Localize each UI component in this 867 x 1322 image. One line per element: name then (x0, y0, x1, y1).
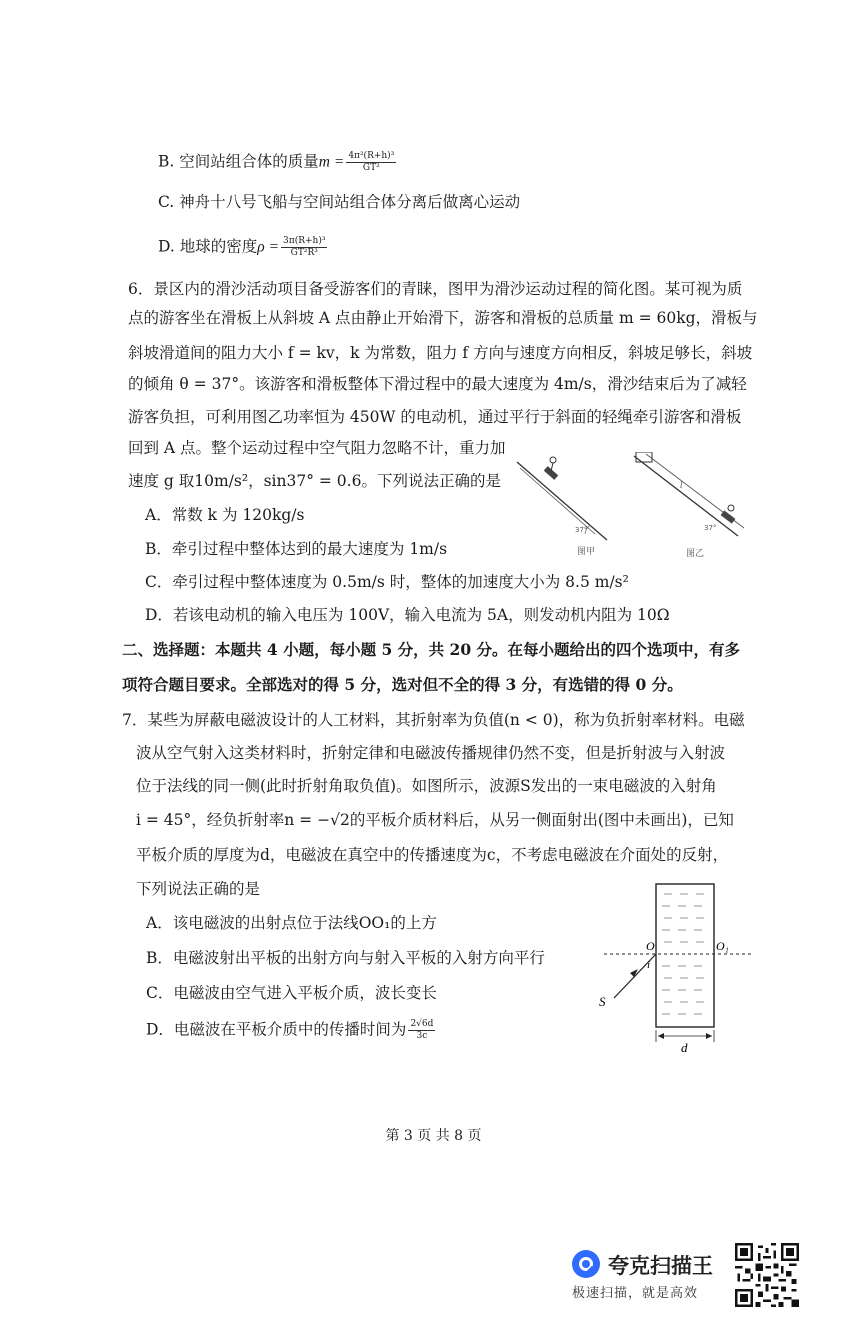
svg-text:i: i (647, 959, 651, 971)
svg-text:d: d (681, 1040, 688, 1055)
q7-figure (592, 880, 762, 1055)
tourist-head (550, 457, 556, 463)
q5-option-d: D. 地球的密度ρ = $\frac{\text{3π(R+h)³}}{\text{GT²R³}}$ (158, 236, 326, 258)
q7-stem-line: i = 45°，经负折射率n = −√2的平板介质材料后，从另一侧面射出(图中未画出)，已知 (136, 811, 734, 829)
svg-text:O: O (646, 939, 655, 953)
section2-heading: 项符合题目要求。全部选对的得 5 分，选对但不全的得 3 分，有选错的得 0 分。 (122, 675, 683, 694)
q6-figure-jia (515, 452, 620, 557)
q5-option-b: B. 空间站组合体的质量m = $\frac{\text{4π²(R+h)³}}{\text{GT²}}$ (158, 151, 395, 173)
slope-line (517, 462, 607, 540)
ray-arrow-icon (630, 969, 638, 977)
sled (721, 510, 736, 523)
q6-stem-line: 游客负担，可利用图乙功率恒为 450W 的电动机，通过平行于斜面的轻绳牵引游客和滑板 (128, 408, 742, 426)
q6-stem-line: 回到 A 点。整个运动过程中空气阻力忽略不计，重力加 (128, 439, 506, 457)
q6-stem-line: 速度 g 取10m/s²，sin37° = 0.6。下列说法正确的是 (128, 472, 501, 490)
q6-stem-line: 点的游客坐在滑板上从斜坡 A 点由静止开始滑下，游客和滑板的总质量 m = 60kg，滑板与 (128, 309, 758, 327)
brand-slogan: 极速扫描，就是高效 (572, 1286, 699, 1301)
svg-text:图甲: 图甲 (577, 547, 596, 557)
scanner-brand (570, 1248, 730, 1308)
slope-line (634, 456, 738, 536)
q5-d-fraction: $\frac{\text{3π(R+h)³}}{\text{GT²R³}}$ (283, 236, 326, 258)
svg-text:37°: 37° (575, 526, 588, 534)
tourist-head (728, 505, 734, 511)
qr-code-icon (735, 1243, 799, 1307)
q7-option-a: A．该电磁波的出射点位于法线OO₁的上方 (146, 914, 437, 932)
svg-text:图乙: 图乙 (686, 549, 705, 559)
svg-text:S: S (599, 994, 606, 1009)
section2-heading: 二、选择题：本题共 4 小题，每小题 5 分，共 20 分。在每小题给出的四个选项中，有多 (122, 640, 741, 659)
q7-stem-line: 波从空气射入这类材料时，折射定律和电磁波传播规律仍然不变，但是折射波与入射波 (136, 744, 726, 762)
q6-option-c: C．牵引过程中整体速度为 0.5m/s 时，整体的加速度大小为 8.5 m/s² (145, 573, 629, 591)
q7-option-c: C．电磁波由空气进入平板介质，波长变长 (146, 984, 437, 1002)
page-number: 第 3 页 共 8 页 (385, 1128, 482, 1144)
svg-text:l: l (680, 481, 683, 490)
brand-name: 夸克扫描王 (608, 1254, 713, 1278)
slope-hatch (520, 468, 595, 534)
svg-text:37°: 37° (704, 524, 717, 532)
q6-stem-line: 斜坡滑道间的阻力大小 f = kv，k 为常数，阻力 f 方向与速度方向相反，斜坡足够长，斜坡 (128, 344, 753, 362)
quark-logo-icon (570, 1248, 602, 1280)
sled (544, 466, 559, 480)
q6-option-a: A．常数 k 为 120kg/s (145, 506, 305, 524)
q7-stem-line: 平板介质的厚度为d，电磁波在真空中的传播速度为c，不考虑电磁波在介面处的反射， (136, 846, 729, 864)
q7-d-fraction: $\frac{2√6d}{3c}$ (410, 1019, 434, 1041)
tourist-body (551, 463, 553, 471)
svg-text:O₁: O₁ (716, 939, 729, 953)
q6-option-b: B．牵引过程中整体达到的最大速度为 1m/s (145, 540, 448, 558)
q5-b-fraction: $\frac{\text{4π²(R+h)³}}{\text{GT²}}$ (348, 151, 395, 173)
q6-option-d: D．若该电动机的输入电压为 100V，输入电流为 5A，则发动机内阻为 10Ω (145, 606, 670, 624)
slab-medium (656, 884, 714, 1027)
q5-option-c: C. 神舟十八号飞船与空间站组合体分离后做离心运动 (158, 193, 521, 211)
q7-stem-line: 位于法线的同一侧(此时折射角取负值)。如图所示，波源S发出的一束电磁波的入射角 (136, 777, 717, 795)
q7-option-b: B．电磁波射出平板的出射方向与射入平板的入射方向平行 (146, 949, 545, 967)
q6-stem-line: 的倾角 θ = 37°。该游客和滑板整体下滑过程中的最大速度为 4m/s，滑沙结束后为了减轻 (128, 375, 747, 393)
q7-option-d: D．电磁波在平板介质中的传播时间为 $\frac{2√6d}{3c}$ (146, 1019, 434, 1041)
q6-figure-yi (628, 452, 746, 560)
q7-stem-line: 7．某些为屏蔽电磁波设计的人工材料，其折射率为负值(n < 0)，称为负折射率材料。电磁 (122, 711, 745, 729)
q7-stem-line: 下列说法正确的是 (136, 880, 261, 898)
q6-stem-line: 6．景区内的滑沙活动项目备受游客们的青睐，图甲为滑沙运动过程的简化图。某可视为质 (128, 280, 743, 298)
